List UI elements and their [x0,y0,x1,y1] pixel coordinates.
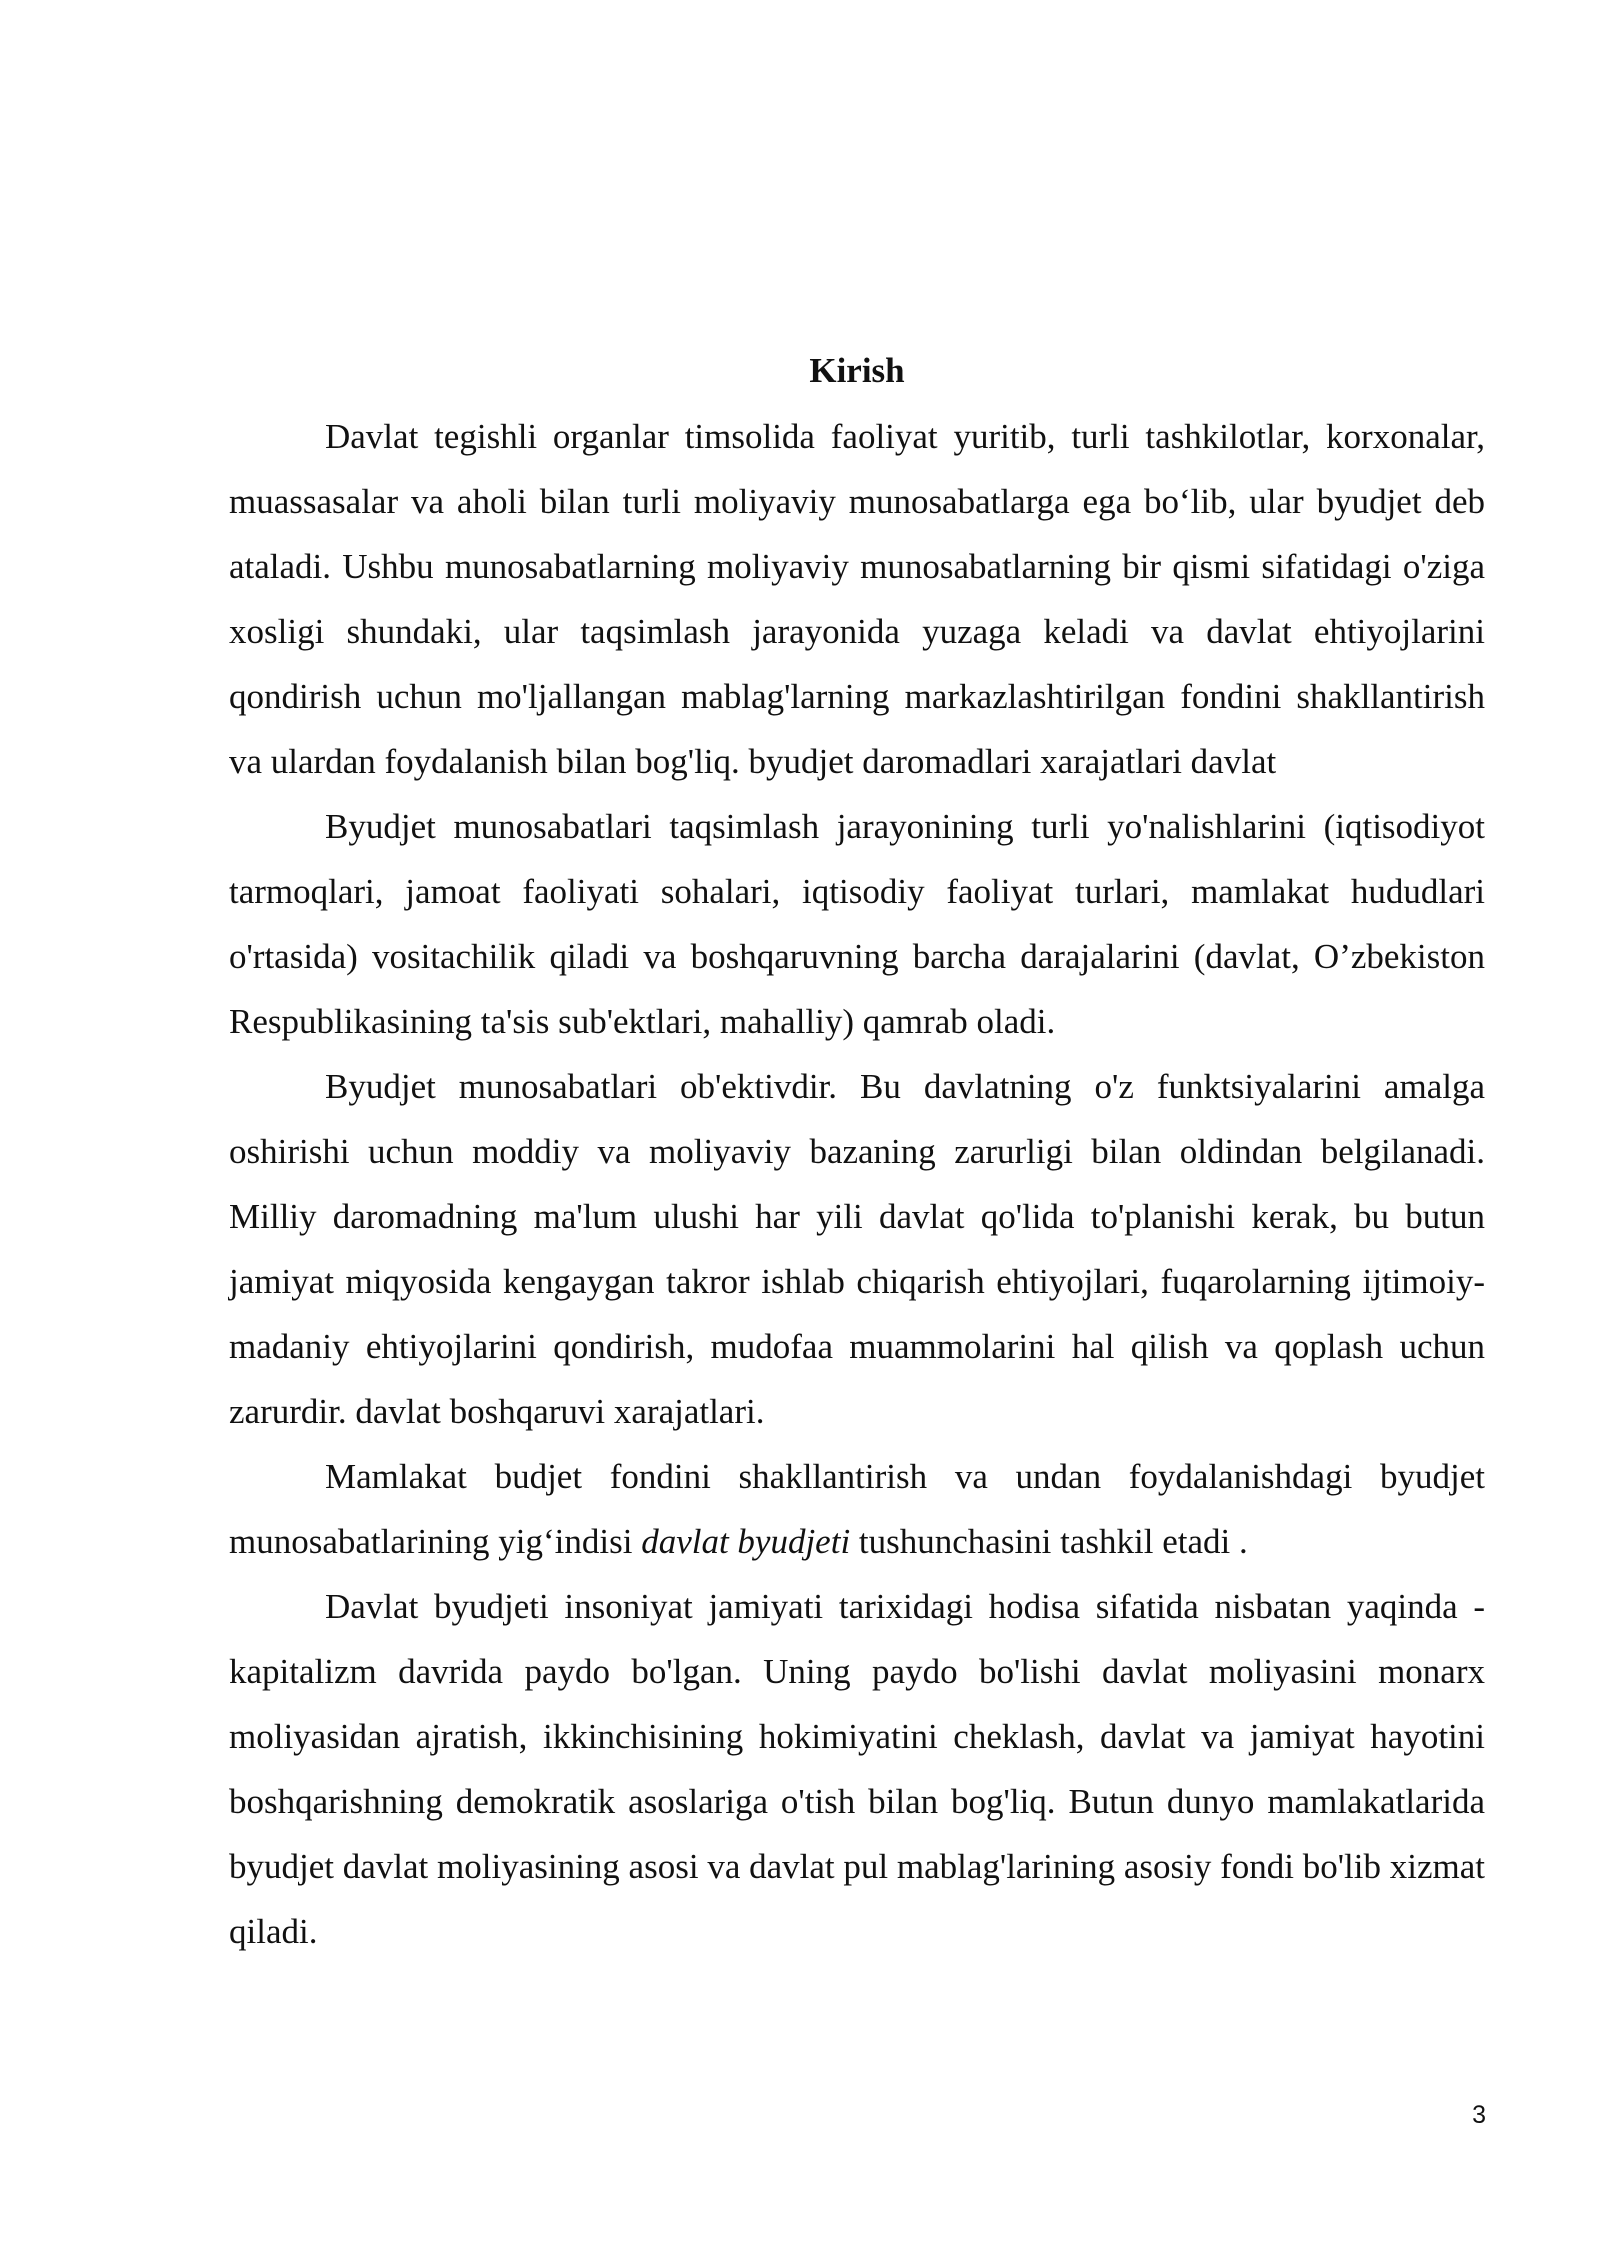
paragraph-4-text-start: Mamlakat budjet fondini shakllantirish va undan foydalanishdagi byudjet munosabatlarining yig‘indisi [229,1457,1485,1561]
page-number: 3 [1472,2101,1486,2129]
section-heading: Kirish [809,351,905,390]
paragraph-5: Davlat byudjeti insoniyat jamiyati tarixidagi hodisa sifatida nisbatan yaqinda - kapitalizm davrida paydo bo'lgan. Uning paydo bo'lishi davlat moliyasini monarx moliyasidan ajratish, ikkinchisining hokimiyatini cheklash, davlat va jamiyat hayotini boshqarishning demokratik asoslariga o'tish bilan bog'liq. Butun dunyo mamlakatlarida byudjet davlat moliyasining asosi va davlat pul mablag'larining asosiy fondi bo'lib xizmat qiladi. [229,1587,1485,1951]
page-content [229,342,1485,1964]
paragraph-1: Davlat tegishli organlar timsolida faoliyat yuritib, turli tashkilotlar, korxonalar, muassasalar va aholi bilan turli moliyaviy munosabatlarga ega bo‘lib, ular byudjet deb ataladi. Ushbu munosabatlarning moliyaviy munosabatlarning bir qismi sifatidagi o'ziga xosligi shundaki, ular taqsimlash jarayonida yuzaga keladi va davlat ehtiyojlarini qondirish uchun mo'ljallangan mablag'larning markazlashtirilgan fondini shakllantirish va ulardan foydalanish bilan bog'liq. byudjet daromadlari xarajatlari davlat [229,417,1485,781]
paragraph-3: Byudjet munosabatlari ob'ektivdir. Bu davlatning o'z funktsiyalarini amalga oshirishi uchun moddiy va moliyaviy bazaning zarurligi bilan oldindan belgilanadi. Milliy daromadning ma'lum ulushi har yili davlat qo'lida to'planishi kerak, bu butun jamiyat miqyosida kengaygan takror ishlab chiqarish ehtiyojlari, fuqarolarning ijtimoiy-madaniy ehtiyojlarini qondirish, mudofaa muammolarini hal qilish va qoplash uchun zarurdir. davlat boshqaruvi xarajatlari. [229,1067,1485,1431]
paragraph-4-italic-term: davlat byudjeti [641,1522,851,1561]
paragraph-4 [229,1444,1485,1574]
paragraph-4-text-end: tushunchasini tashkil etadi . [850,1522,1248,1561]
paragraph-2: Byudjet munosabatlari taqsimlash jarayonining turli yo'nalishlarini (iqtisodiyot tarmoqlari, jamoat faoliyati sohalari, iqtisodiy faoliyat turlari, mamlakat hududlari o'rtasida) vositachilik qiladi va boshqaruvning barcha darajalarini (davlat, O’zbekiston Respublikasining ta'sis sub'ektlari, mahalliy) qamrab oladi. [229,807,1485,1041]
